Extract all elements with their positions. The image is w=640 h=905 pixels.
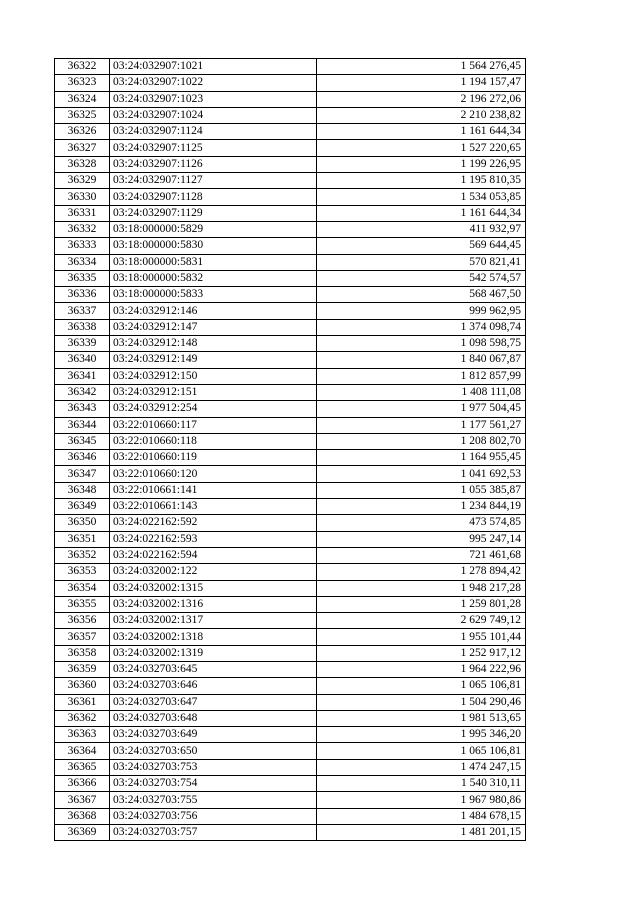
cadastral-number-cell: 03:24:032907:1128 xyxy=(110,189,317,205)
row-number-cell: 36356 xyxy=(55,613,110,629)
cadastral-number-cell: 03:24:032703:754 xyxy=(110,776,317,792)
cadastral-number-cell: 03:24:032907:1129 xyxy=(110,205,317,221)
value-cell: 1 195 810,35 xyxy=(317,173,526,189)
value-cell: 1 527 220,65 xyxy=(317,140,526,156)
table-row xyxy=(55,450,526,466)
row-number-cell: 36327 xyxy=(55,140,110,156)
row-number-cell: 36362 xyxy=(55,710,110,726)
cadastral-number-cell: 03:24:032002:122 xyxy=(110,564,317,580)
value-cell: 1 194 157,47 xyxy=(317,75,526,91)
cadastral-number-cell: 03:24:032703:647 xyxy=(110,694,317,710)
cadastral-number-cell: 03:24:032002:1317 xyxy=(110,613,317,629)
row-number-cell: 36326 xyxy=(55,124,110,140)
table-row xyxy=(55,629,526,645)
value-cell: 1 374 098,74 xyxy=(317,319,526,335)
cadastral-number-cell: 03:18:000000:5830 xyxy=(110,238,317,254)
table-row xyxy=(55,466,526,482)
row-number-cell: 36368 xyxy=(55,808,110,824)
value-cell: 1 948 217,28 xyxy=(317,580,526,596)
value-cell: 1 812 857,99 xyxy=(317,368,526,384)
table-row xyxy=(55,91,526,107)
cadastral-number-cell: 03:24:022162:593 xyxy=(110,531,317,547)
value-cell: 2 196 272,06 xyxy=(317,91,526,107)
row-number-cell: 36344 xyxy=(55,417,110,433)
table-body xyxy=(55,59,526,841)
value-cell: 1 252 917,12 xyxy=(317,645,526,661)
value-cell: 1 964 222,96 xyxy=(317,661,526,677)
value-cell: 1 967 980,86 xyxy=(317,792,526,808)
table-row xyxy=(55,75,526,91)
value-cell: 1 065 106,81 xyxy=(317,743,526,759)
table-row xyxy=(55,287,526,303)
row-number-cell: 36343 xyxy=(55,401,110,417)
cadastral-number-cell: 03:22:010661:141 xyxy=(110,482,317,498)
table-row xyxy=(55,759,526,775)
value-cell: 411 932,97 xyxy=(317,221,526,237)
row-number-cell: 36345 xyxy=(55,433,110,449)
row-number-cell: 36349 xyxy=(55,499,110,515)
value-cell: 1 840 067,87 xyxy=(317,352,526,368)
value-cell: 1 977 504,45 xyxy=(317,401,526,417)
row-number-cell: 36358 xyxy=(55,645,110,661)
row-number-cell: 36361 xyxy=(55,694,110,710)
cadastral-number-cell: 03:24:022162:592 xyxy=(110,515,317,531)
table-row xyxy=(55,189,526,205)
cadastral-number-cell: 03:24:032907:1024 xyxy=(110,107,317,123)
table-row xyxy=(55,107,526,123)
row-number-cell: 36322 xyxy=(55,59,110,75)
value-cell: 568 467,50 xyxy=(317,287,526,303)
value-cell: 1 208 802,70 xyxy=(317,433,526,449)
value-cell: 1 055 385,87 xyxy=(317,482,526,498)
row-number-cell: 36340 xyxy=(55,352,110,368)
table-row xyxy=(55,727,526,743)
row-number-cell: 36347 xyxy=(55,466,110,482)
value-cell: 1 234 844,19 xyxy=(317,499,526,515)
row-number-cell: 36357 xyxy=(55,629,110,645)
row-number-cell: 36331 xyxy=(55,205,110,221)
cadastral-number-cell: 03:24:032912:151 xyxy=(110,384,317,400)
table-row xyxy=(55,221,526,237)
table-row xyxy=(55,173,526,189)
row-number-cell: 36325 xyxy=(55,107,110,123)
row-number-cell: 36354 xyxy=(55,580,110,596)
table-row xyxy=(55,678,526,694)
row-number-cell: 36328 xyxy=(55,156,110,172)
cadastral-number-cell: 03:22:010660:119 xyxy=(110,450,317,466)
cadastral-number-cell: 03:24:032703:646 xyxy=(110,678,317,694)
cadastral-number-cell: 03:24:032002:1318 xyxy=(110,629,317,645)
cadastral-number-cell: 03:24:032002:1315 xyxy=(110,580,317,596)
table-row xyxy=(55,694,526,710)
cadastral-number-cell: 03:24:032907:1126 xyxy=(110,156,317,172)
table-row xyxy=(55,384,526,400)
value-cell: 1 540 310,11 xyxy=(317,776,526,792)
table-row xyxy=(55,661,526,677)
cadastral-number-cell: 03:24:032703:757 xyxy=(110,824,317,840)
value-cell: 1 481 201,15 xyxy=(317,824,526,840)
cadastral-number-cell: 03:18:000000:5833 xyxy=(110,287,317,303)
table-row xyxy=(55,254,526,270)
cadastral-number-cell: 03:24:032907:1124 xyxy=(110,124,317,140)
cadastral-number-cell: 03:22:010660:120 xyxy=(110,466,317,482)
cadastral-number-cell: 03:24:032912:254 xyxy=(110,401,317,417)
table-row xyxy=(55,776,526,792)
row-number-cell: 36355 xyxy=(55,596,110,612)
value-cell: 721 461,68 xyxy=(317,547,526,563)
table-row xyxy=(55,336,526,352)
cadastral-number-cell: 03:22:010660:117 xyxy=(110,417,317,433)
row-number-cell: 36330 xyxy=(55,189,110,205)
row-number-cell: 36335 xyxy=(55,270,110,286)
row-number-cell: 36353 xyxy=(55,564,110,580)
cadastral-number-cell: 03:24:032703:753 xyxy=(110,759,317,775)
row-number-cell: 36364 xyxy=(55,743,110,759)
row-number-cell: 36324 xyxy=(55,91,110,107)
cadastral-value-table xyxy=(54,58,526,841)
table-row xyxy=(55,743,526,759)
row-number-cell: 36329 xyxy=(55,173,110,189)
value-cell: 1 164 955,45 xyxy=(317,450,526,466)
value-cell: 999 962,95 xyxy=(317,303,526,319)
table-row xyxy=(55,238,526,254)
table-row xyxy=(55,319,526,335)
cadastral-number-cell: 03:24:032703:755 xyxy=(110,792,317,808)
value-cell: 1 534 053,85 xyxy=(317,189,526,205)
table-row xyxy=(55,547,526,563)
table-row xyxy=(55,564,526,580)
cadastral-number-cell: 03:24:022162:594 xyxy=(110,547,317,563)
value-cell: 2 210 238,82 xyxy=(317,107,526,123)
row-number-cell: 36342 xyxy=(55,384,110,400)
value-cell: 2 629 749,12 xyxy=(317,613,526,629)
table-row xyxy=(55,710,526,726)
cadastral-number-cell: 03:24:032907:1125 xyxy=(110,140,317,156)
table-row xyxy=(55,270,526,286)
cadastral-number-cell: 03:24:032912:150 xyxy=(110,368,317,384)
row-number-cell: 36337 xyxy=(55,303,110,319)
cadastral-number-cell: 03:18:000000:5831 xyxy=(110,254,317,270)
value-cell: 1 177 561,27 xyxy=(317,417,526,433)
value-cell: 1 995 346,20 xyxy=(317,727,526,743)
table-row xyxy=(55,368,526,384)
value-cell: 1 955 101,44 xyxy=(317,629,526,645)
cadastral-number-cell: 03:24:032703:650 xyxy=(110,743,317,759)
row-number-cell: 36367 xyxy=(55,792,110,808)
table-row xyxy=(55,156,526,172)
row-number-cell: 36359 xyxy=(55,661,110,677)
row-number-cell: 36350 xyxy=(55,515,110,531)
table-row xyxy=(55,645,526,661)
table-row xyxy=(55,303,526,319)
value-cell: 1 065 106,81 xyxy=(317,678,526,694)
row-number-cell: 36341 xyxy=(55,368,110,384)
table-row xyxy=(55,124,526,140)
row-number-cell: 36351 xyxy=(55,531,110,547)
table-row xyxy=(55,482,526,498)
table-row xyxy=(55,515,526,531)
value-cell: 1 259 801,28 xyxy=(317,596,526,612)
row-number-cell: 36339 xyxy=(55,336,110,352)
value-cell: 1 041 692,53 xyxy=(317,466,526,482)
value-cell: 995 247,14 xyxy=(317,531,526,547)
row-number-cell: 36334 xyxy=(55,254,110,270)
table-row xyxy=(55,499,526,515)
value-cell: 1 484 678,15 xyxy=(317,808,526,824)
row-number-cell: 36366 xyxy=(55,776,110,792)
row-number-cell: 36333 xyxy=(55,238,110,254)
cadastral-number-cell: 03:22:010661:143 xyxy=(110,499,317,515)
cadastral-number-cell: 03:24:032907:1022 xyxy=(110,75,317,91)
table-row xyxy=(55,205,526,221)
row-number-cell: 36365 xyxy=(55,759,110,775)
value-cell: 542 574,57 xyxy=(317,270,526,286)
cadastral-number-cell: 03:24:032907:1023 xyxy=(110,91,317,107)
table-row xyxy=(55,531,526,547)
table-row xyxy=(55,433,526,449)
value-cell: 1 161 644,34 xyxy=(317,205,526,221)
row-number-cell: 36346 xyxy=(55,450,110,466)
table-row xyxy=(55,596,526,612)
row-number-cell: 36348 xyxy=(55,482,110,498)
value-cell: 1 504 290,46 xyxy=(317,694,526,710)
table-row xyxy=(55,792,526,808)
cadastral-number-cell: 03:24:032907:1021 xyxy=(110,59,317,75)
value-cell: 1 981 513,65 xyxy=(317,710,526,726)
cadastral-number-cell: 03:24:032703:645 xyxy=(110,661,317,677)
cadastral-number-cell: 03:24:032907:1127 xyxy=(110,173,317,189)
cadastral-number-cell: 03:24:032703:649 xyxy=(110,727,317,743)
cadastral-number-cell: 03:24:032912:148 xyxy=(110,336,317,352)
value-cell: 1 564 276,45 xyxy=(317,59,526,75)
value-cell: 1 408 111,08 xyxy=(317,384,526,400)
row-number-cell: 36336 xyxy=(55,287,110,303)
cadastral-number-cell: 03:24:032002:1316 xyxy=(110,596,317,612)
row-number-cell: 36360 xyxy=(55,678,110,694)
value-cell: 570 821,41 xyxy=(317,254,526,270)
value-cell: 1 098 598,75 xyxy=(317,336,526,352)
row-number-cell: 36363 xyxy=(55,727,110,743)
row-number-cell: 36332 xyxy=(55,221,110,237)
table-row xyxy=(55,401,526,417)
cadastral-number-cell: 03:24:032912:146 xyxy=(110,303,317,319)
cadastral-number-cell: 03:22:010660:118 xyxy=(110,433,317,449)
row-number-cell: 36352 xyxy=(55,547,110,563)
value-cell: 473 574,85 xyxy=(317,515,526,531)
value-cell: 1 161 644,34 xyxy=(317,124,526,140)
cadastral-number-cell: 03:24:032703:648 xyxy=(110,710,317,726)
value-cell: 1 474 247,15 xyxy=(317,759,526,775)
row-number-cell: 36323 xyxy=(55,75,110,91)
table-row xyxy=(55,808,526,824)
value-cell: 1 278 894,42 xyxy=(317,564,526,580)
table-row xyxy=(55,352,526,368)
table-row xyxy=(55,824,526,840)
row-number-cell: 36369 xyxy=(55,824,110,840)
table-row xyxy=(55,59,526,75)
table-row xyxy=(55,417,526,433)
cadastral-number-cell: 03:24:032912:149 xyxy=(110,352,317,368)
row-number-cell: 36338 xyxy=(55,319,110,335)
table-row xyxy=(55,613,526,629)
value-cell: 569 644,45 xyxy=(317,238,526,254)
value-cell: 1 199 226,95 xyxy=(317,156,526,172)
cadastral-number-cell: 03:24:032703:756 xyxy=(110,808,317,824)
cadastral-number-cell: 03:18:000000:5829 xyxy=(110,221,317,237)
table-row xyxy=(55,580,526,596)
cadastral-number-cell: 03:24:032912:147 xyxy=(110,319,317,335)
cadastral-number-cell: 03:18:000000:5832 xyxy=(110,270,317,286)
table-row xyxy=(55,140,526,156)
cadastral-number-cell: 03:24:032002:1319 xyxy=(110,645,317,661)
